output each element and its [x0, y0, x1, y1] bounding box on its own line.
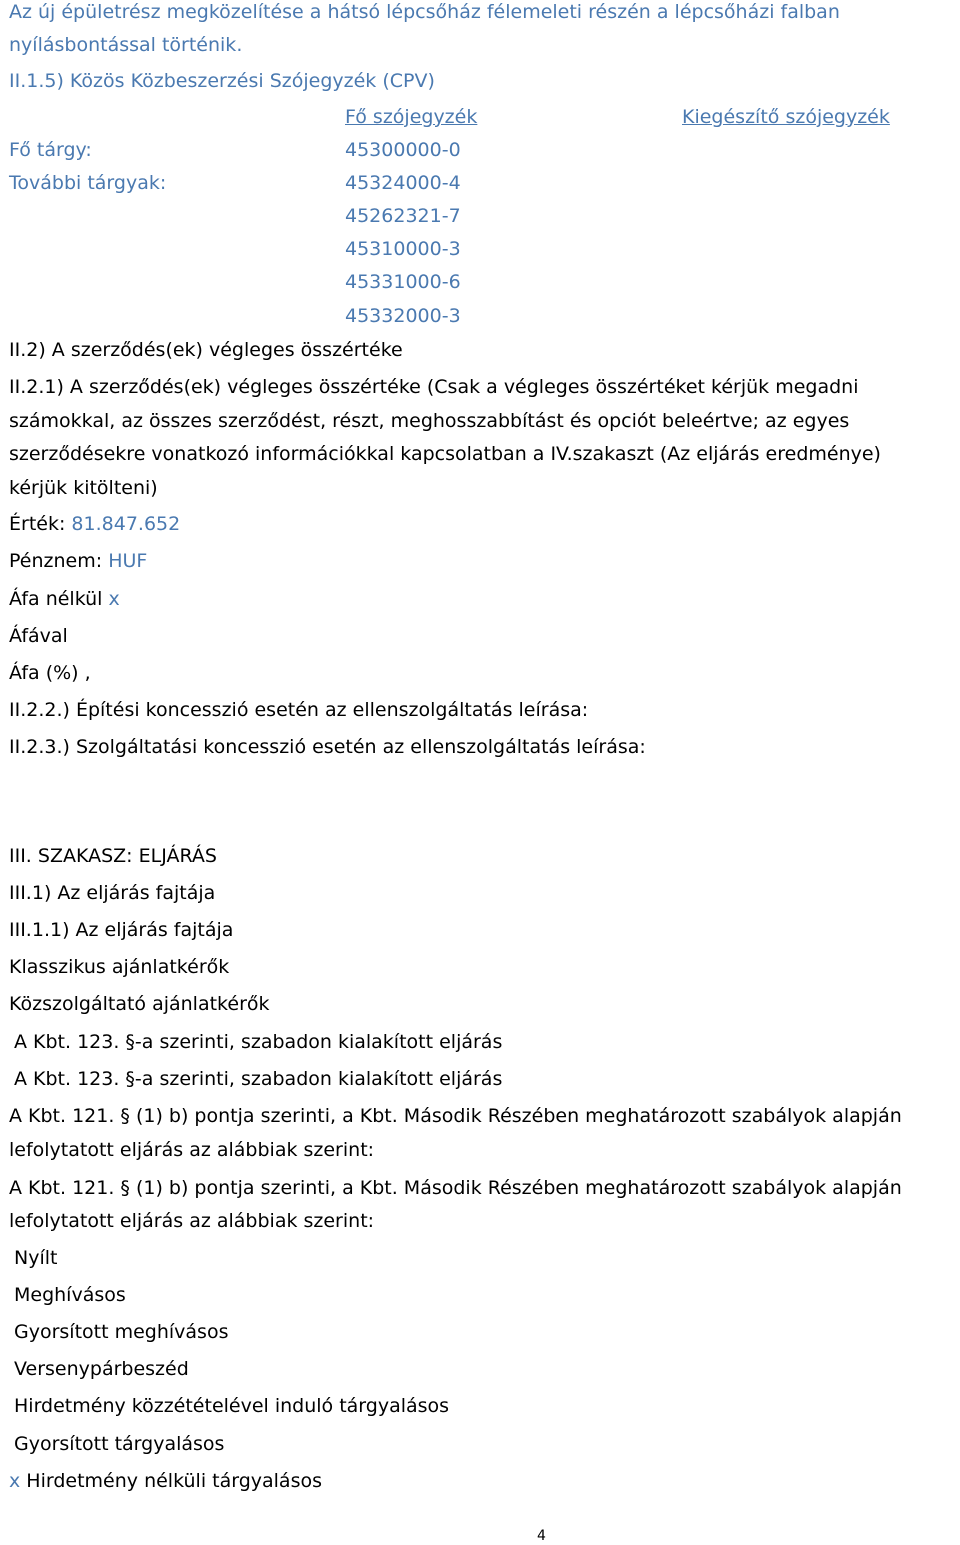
vat-included-label: Áfával — [9, 625, 68, 647]
section-ii21-line-2: számokkal, az összes szerződést, részt, meghosszabbítást és opciót beleértve; az egyes — [9, 410, 850, 432]
section-iii11: III.1.1) Az eljárás fajtája — [9, 919, 234, 941]
currency-value: HUF — [108, 550, 148, 572]
cpv-code: 45332000-3 — [345, 305, 461, 327]
vat-excluded-label: Áfa nélkül — [9, 588, 103, 610]
section-iii-heading: III. SZAKASZ: ELJÁRÁS — [9, 845, 217, 867]
currency-row — [9, 549, 147, 573]
cpv-more-label: További tárgyak: — [9, 172, 167, 194]
procedure-type-negotiated-with-notice: Hirdetmény közzétételével induló tárgyalásos — [14, 1395, 450, 1417]
section-ii23: II.2.3.) Szolgáltatási koncesszió esetén az ellenszolgáltatás leírása: — [9, 736, 646, 758]
cpv-code: 45324000-4 — [345, 172, 461, 194]
vat-excluded-mark: x — [108, 588, 120, 610]
cpv-supplementary-column-header: Kiegészítő szójegyzék — [682, 106, 890, 128]
vat-percent-label: Áfa (%) , — [9, 662, 91, 684]
procedure-type-competitive-dialogue: Versenypárbeszéd — [14, 1358, 189, 1380]
cpv-code: 45331000-6 — [345, 271, 461, 293]
section-iii1: III.1) Az eljárás fajtája — [9, 882, 216, 904]
section-ii21-line-3: szerződésekre vonatkozó információkkal kapcsolatban a IV.szakaszt (Az eljárás eredménye) — [9, 443, 881, 465]
procedure-type-restricted: Meghívásos — [14, 1284, 126, 1306]
procedure-type-accelerated-restricted: Gyorsított meghívásos — [14, 1321, 229, 1343]
intro-line-2: nyílásbontással történik. — [9, 34, 243, 56]
option-kbt123-a: A Kbt. 123. §-a szerinti, szabadon kialakított eljárás — [14, 1031, 503, 1053]
option-kbt121-b-line-1: A Kbt. 121. § (1) b) pontja szerinti, a Kbt. Második Részében meghatározott szabályok alapján — [9, 1177, 902, 1199]
option-kbt123-b: A Kbt. 123. §-a szerinti, szabadon kialakított eljárás — [14, 1068, 503, 1090]
cpv-main-column-header: Fő szójegyzék — [345, 106, 478, 128]
value-label: Érték: — [9, 513, 66, 535]
procedure-type-accelerated-negotiated: Gyorsított tárgyalásos — [14, 1433, 225, 1455]
cpv-main-code: 45300000-0 — [345, 139, 461, 161]
cpv-code: 45310000-3 — [345, 238, 461, 260]
option-classic: Klasszikus ajánlatkérők — [9, 956, 230, 978]
intro-line-1: Az új épületrész megközelítése a hátsó lépcsőház félemeleti részén a lépcsőházi falban — [9, 1, 840, 23]
cpv-code: 45262321-7 — [345, 205, 461, 227]
cpv-heading: II.1.5) Közös Közbeszerzési Szójegyzék (CPV) — [9, 70, 435, 92]
option-kbt121-a-line-1: A Kbt. 121. § (1) b) pontja szerinti, a Kbt. Második Részében meghatározott szabályok alapján — [9, 1105, 902, 1127]
section-ii22: II.2.2.) Építési koncesszió esetén az ellenszolgáltatás leírása: — [9, 699, 589, 721]
option-kbt121-a-line-2: lefolytatott eljárás az alábbiak szerint: — [9, 1139, 375, 1161]
currency-label: Pénznem: — [9, 550, 103, 572]
section-ii21-line-1: II.2.1) A szerződés(ek) végleges összértéke (Csak a végleges összértéket kérjük megadni — [9, 376, 859, 398]
section-ii21-line-4: kérjük kitölteni) — [9, 477, 158, 499]
procedure-type-open: Nyílt — [14, 1247, 58, 1269]
selected-mark: x — [9, 1470, 21, 1492]
section-ii2-heading: II.2) A szerződés(ek) végleges összértéke — [9, 339, 403, 361]
option-kbt121-b-line-2: lefolytatott eljárás az alábbiak szerint: — [9, 1210, 375, 1232]
page-number: 4 — [537, 1528, 546, 1544]
vat-excluded-row — [9, 587, 120, 611]
option-utility: Közszolgáltató ajánlatkérők — [9, 993, 270, 1015]
cpv-main-label: Fő tárgy: — [9, 139, 92, 161]
procedure-type-negotiated-without-notice: Hirdetmény nélküli tárgyalásos — [26, 1470, 322, 1492]
value-amount: 81.847.652 — [71, 513, 181, 535]
value-row — [9, 512, 180, 536]
procedure-type-selected-row — [9, 1469, 322, 1493]
